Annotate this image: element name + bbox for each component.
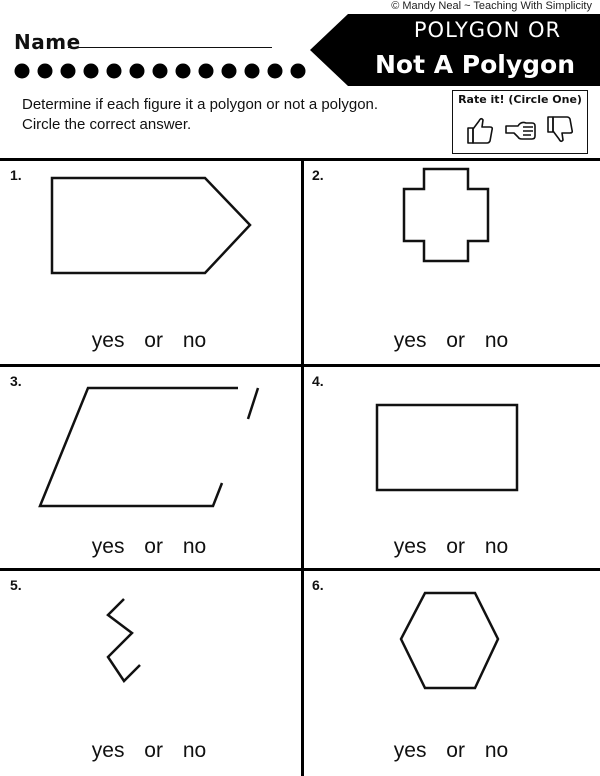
problem-number: 3. — [10, 373, 22, 389]
problem-2 — [302, 161, 600, 364]
problem-1 — [0, 161, 298, 364]
answer-choices[interactable]: yes or no — [393, 329, 509, 352]
instructions: Determine if each figure it a polygon or not a polygon. Circle the correct answer. — [22, 96, 379, 133]
answer-choices[interactable]: yes or no — [91, 329, 207, 352]
title-banner — [310, 14, 600, 86]
problem-6 — [302, 571, 600, 776]
problem-number: 5. — [10, 577, 22, 593]
problem-5 — [0, 571, 298, 776]
dot-row — [14, 62, 314, 80]
thumbs-up-icon[interactable] — [463, 113, 497, 147]
credit-line: © Mandy Neal ~ Teaching With Simplicity — [391, 0, 592, 12]
answer-choices[interactable]: yes or no — [91, 739, 207, 762]
answer-choices[interactable]: yes or no — [393, 535, 509, 558]
answer-choices[interactable]: yes or no — [393, 739, 509, 762]
answer-choices[interactable]: yes or no — [91, 535, 207, 558]
title-line-1: POLYGON OR — [413, 18, 562, 42]
rating-label: Rate it! (Circle One) — [458, 93, 582, 106]
name-label: Name — [14, 30, 81, 54]
problem-number: 2. — [312, 167, 324, 183]
problem-number: 1. — [10, 167, 22, 183]
name-line[interactable] — [68, 47, 272, 48]
title-line-2: Not A Polygon — [374, 50, 576, 79]
thumbs-sideways-icon[interactable] — [503, 113, 537, 147]
thumbs-down-icon[interactable] — [543, 113, 577, 147]
rating-box — [452, 90, 588, 154]
problem-3 — [0, 367, 298, 568]
problem-4 — [302, 367, 600, 568]
problem-number: 4. — [312, 373, 324, 389]
problem-number: 6. — [312, 577, 324, 593]
